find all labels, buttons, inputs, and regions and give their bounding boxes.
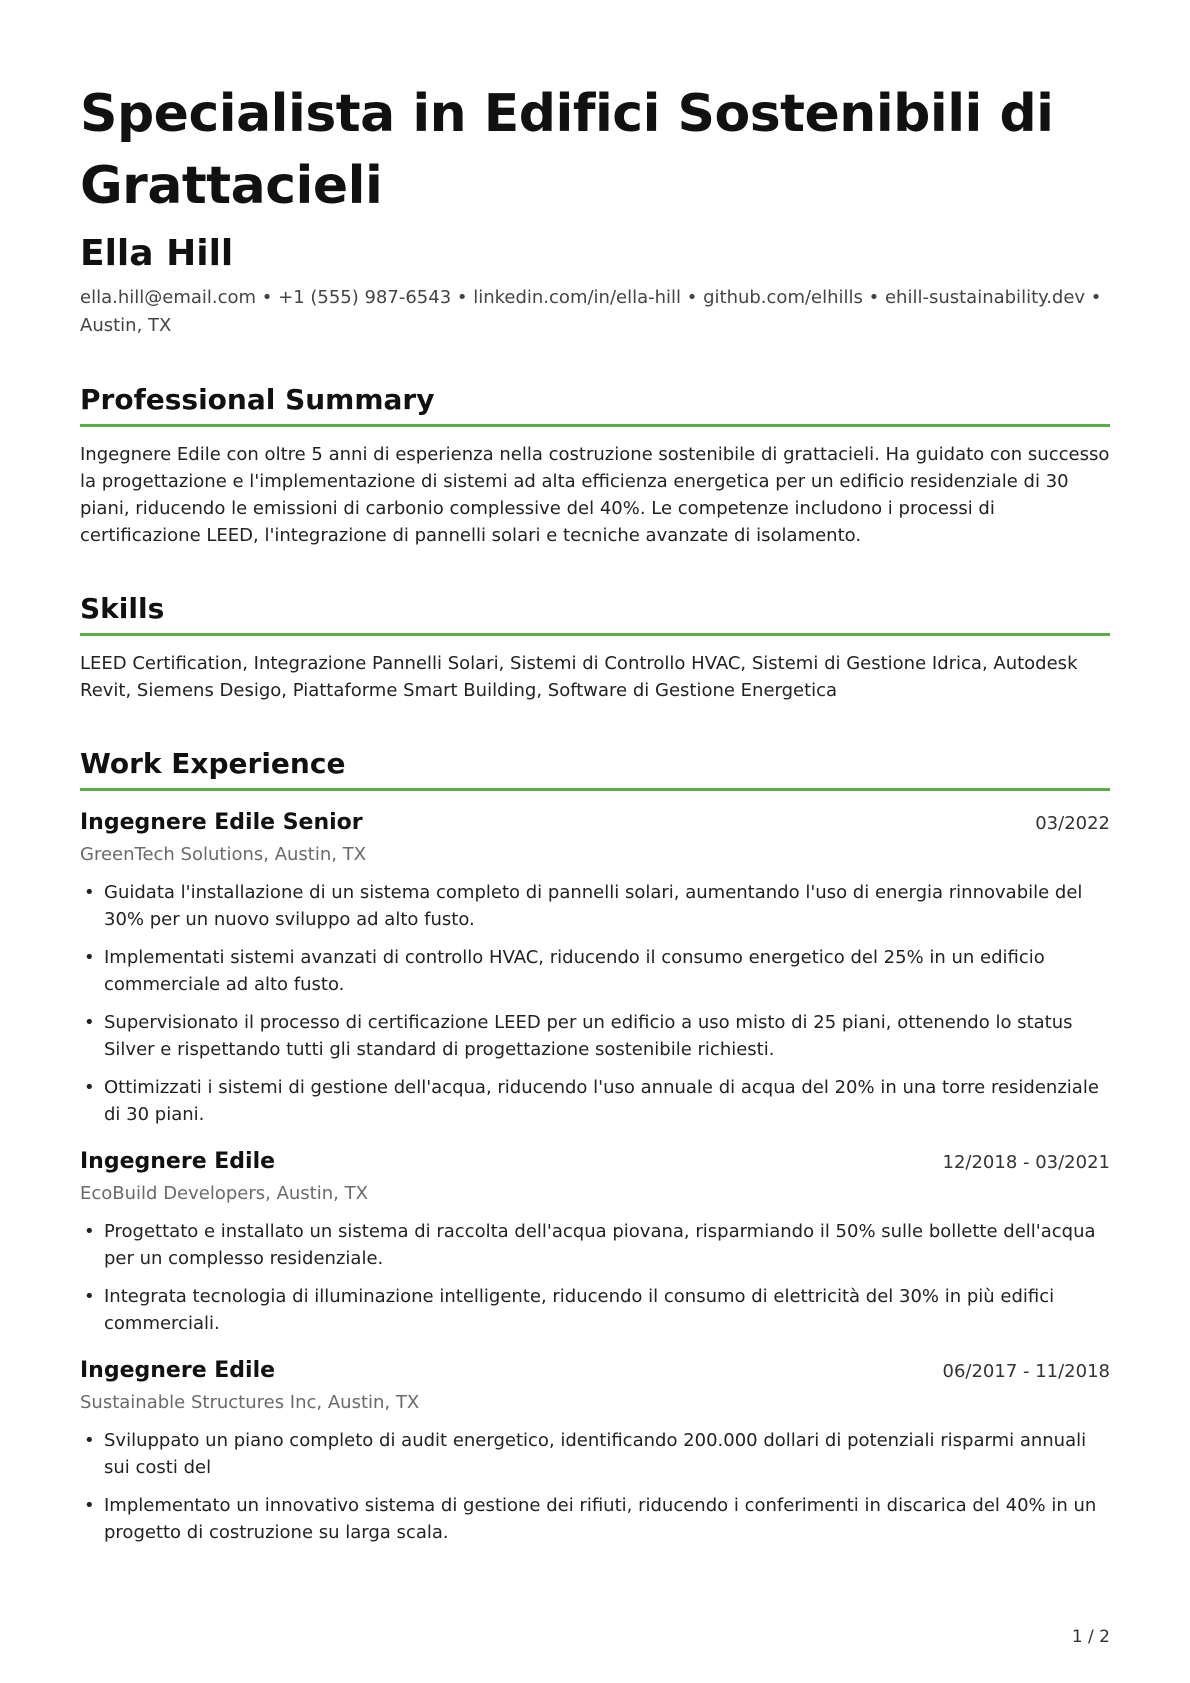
summary-text: Ingegnere Edile con oltre 5 anni di esperienza nella costruzione sostenibile di grattacieli. Ha guidato con successo la progettazione e l'implementazione di sistemi ad alta efficienza energetica per un edificio residenziale di 30 piani, riducendo le emissioni di carbonio complessive del 40%. Le competenze includono i processi di certificazione LEED, l'integrazione di pannelli solari e tecniche avanzate di isolamento. bbox=[80, 444, 1110, 546]
contact-info: ella.hill@email.com • +1 (555) 987-6543 • linkedin.com/in/ella-hill • github.com/elhills • ehill-sustainability.dev • Austin, TX bbox=[80, 287, 1102, 336]
job-bullet: • Supervisionato il processo di certificazione LEED per un edificio a uso misto di 25 piani, ottenendo lo status Silver e rispettando tutti gli standard di progettazione sostenibile richiesti. bbox=[80, 1009, 1110, 1063]
page-number: 1 / 2 bbox=[1071, 1627, 1110, 1647]
job-bullet: • Implementato un innovativo sistema di gestione dei rifiuti, riducendo i conferimenti in discarica del 40% in un progetto di costruzione su larga scala. bbox=[80, 1492, 1110, 1546]
experience-section bbox=[80, 744, 1110, 1546]
summary-heading: Professional Summary bbox=[80, 380, 1110, 427]
job-bullet: • Progettato e installato un sistema di raccolta dell'acqua piovana, risparmiando il 50% sulle bollette dell'acqua per un complesso residenziale. bbox=[80, 1218, 1110, 1272]
job-bullet: • Integrata tecnologia di illuminazione intelligente, riducendo il consumo di elettricità del 30% in più edifici commerciali. bbox=[80, 1283, 1110, 1337]
job-bullets bbox=[80, 879, 1110, 1128]
candidate-name: Ella Hill bbox=[80, 233, 234, 274]
job-title: Ingegnere Edile bbox=[80, 1358, 276, 1383]
job-bullets bbox=[80, 1218, 1110, 1337]
job-date: 12/2018 - 03/2021 bbox=[942, 1152, 1110, 1173]
job-entry bbox=[80, 807, 1110, 1128]
job-company: GreenTech Solutions, Austin, TX bbox=[80, 844, 367, 865]
job-entry bbox=[80, 1355, 1110, 1546]
job-date: 03/2022 bbox=[1035, 813, 1110, 834]
job-entry bbox=[80, 1146, 1110, 1337]
job-bullets bbox=[80, 1427, 1110, 1546]
experience-heading: Work Experience bbox=[80, 744, 1110, 791]
job-bullet: • Sviluppato un piano completo di audit energetico, identificando 200.000 dollari di potenziali risparmi annuali sui costi del bbox=[80, 1427, 1110, 1481]
job-title: Ingegnere Edile Senior bbox=[80, 810, 363, 835]
job-bullet: • Implementati sistemi avanzati di controllo HVAC, riducendo il consumo energetico del 25% in un edificio commerciale ad alto fusto. bbox=[80, 944, 1110, 998]
document-title: Specialista in Edifici Sostenibili di Grattacieli bbox=[80, 84, 1054, 216]
resume-page bbox=[80, 78, 1110, 1557]
job-title: Ingegnere Edile bbox=[80, 1149, 276, 1174]
job-date: 06/2017 - 11/2018 bbox=[942, 1361, 1110, 1382]
skills-section bbox=[80, 589, 1110, 704]
skills-heading: Skills bbox=[80, 589, 1110, 636]
skills-text: LEED Certification, Integrazione Pannelli Solari, Sistemi di Controllo HVAC, Sistemi di Gestione Idrica, Autodesk Revit, Siemens Desigo, Piattaforme Smart Building, Software di Gestione Energetica bbox=[80, 653, 1078, 701]
job-bullet: • Guidata l'installazione di un sistema completo di pannelli solari, aumentando l'uso di energia rinnovabile del 30% per un nuovo sviluppo ad alto fusto. bbox=[80, 879, 1110, 933]
summary-section bbox=[80, 380, 1110, 549]
job-company: EcoBuild Developers, Austin, TX bbox=[80, 1183, 368, 1204]
job-company: Sustainable Structures Inc, Austin, TX bbox=[80, 1392, 420, 1413]
job-bullet: • Ottimizzati i sistemi di gestione dell'acqua, riducendo l'uso annuale di acqua del 20% in una torre residenziale di 30 piani. bbox=[80, 1074, 1110, 1128]
